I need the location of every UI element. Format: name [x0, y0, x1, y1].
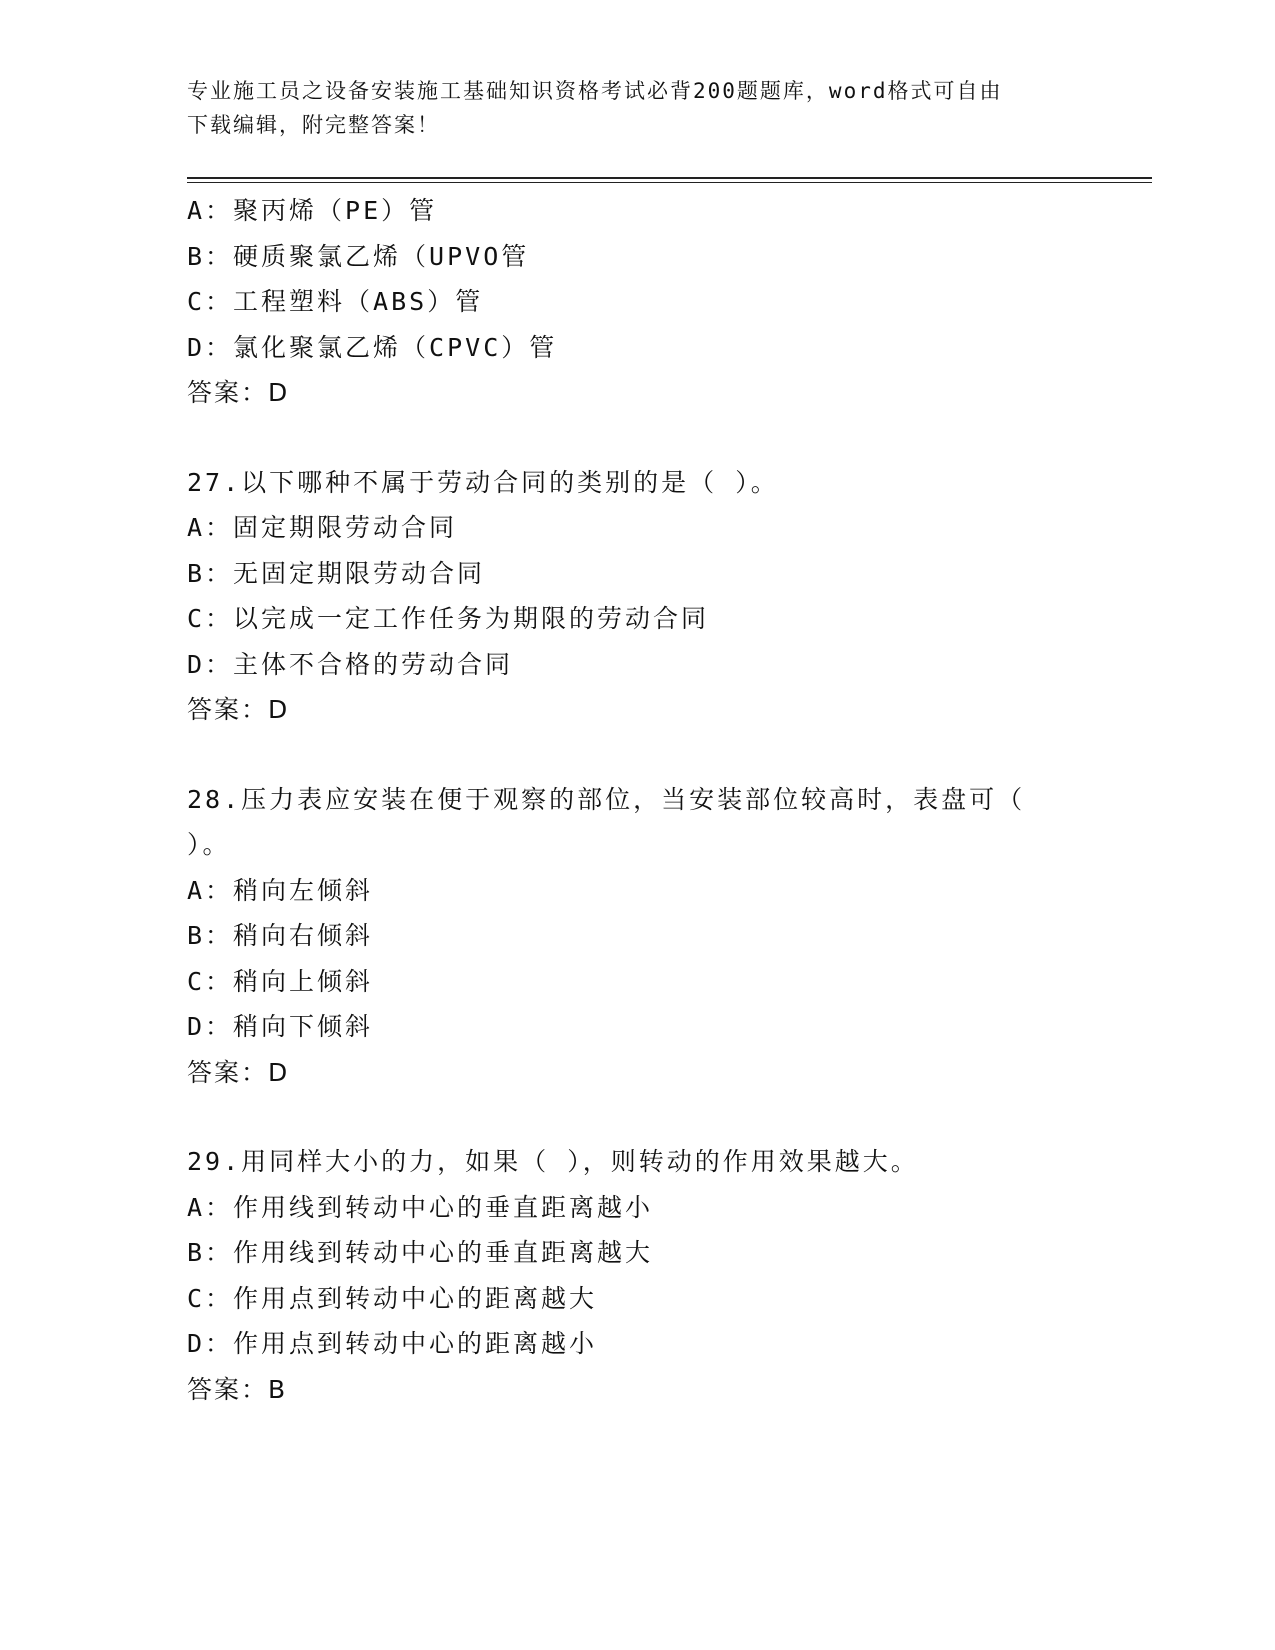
option-a: A：固定期限劳动合同 [187, 513, 458, 542]
option-d: D：主体不合格的劳动合同 [187, 649, 514, 679]
block-spacer [187, 733, 1147, 777]
option-a: A：聚丙烯（PE）管 [187, 196, 438, 225]
block-spacer [187, 1095, 1147, 1139]
header-divider-thick [187, 177, 1152, 179]
answer-line: 答案：B [187, 1374, 288, 1404]
option-b: B：作用线到转动中心的垂直距离越大 [187, 1238, 654, 1267]
option-a: A：作用线到转动中心的垂直距离越小 [187, 1192, 654, 1222]
option-c: C：以完成一定工作任务为期限的劳动合同 [187, 604, 710, 633]
answer-line: 答案：D [187, 1057, 290, 1087]
option-c: C：工程塑料（ABS）管 [187, 287, 484, 316]
question-block-26 [187, 188, 1147, 416]
option-d: D：氯化聚氯乙烯（CPVC）管 [187, 332, 558, 362]
question-block-28 [187, 777, 1147, 1096]
question-text-continued: ）。 [187, 830, 231, 859]
header-line-2: 下载编辑，附完整答案！ [187, 113, 440, 137]
block-spacer [187, 416, 1147, 460]
option-b: B：硬质聚氯乙烯（UPVO管 [187, 241, 530, 271]
option-d: D：作用点到转动中心的距离越小 [187, 1329, 598, 1358]
document-header [187, 74, 1087, 142]
question-text: 27.以下哪种不属于劳动合同的类别的是（ ）。 [187, 467, 779, 497]
answer-line: 答案：D [187, 378, 290, 407]
question-block-29 [187, 1139, 1147, 1412]
question-list [187, 188, 1147, 1412]
option-c: C：稍向上倾斜 [187, 966, 374, 996]
header-divider-thin [187, 182, 1152, 183]
option-d: D：稍向下倾斜 [187, 1012, 374, 1041]
option-c: C：作用点到转动中心的距离越大 [187, 1283, 598, 1313]
option-a: A：稍向左倾斜 [187, 875, 374, 905]
header-line-1: 专业施工员之设备安装施工基础知识资格考试必背200题题库，word格式可自由 [187, 79, 1003, 103]
option-b: B：稍向右倾斜 [187, 921, 374, 950]
question-block-27 [187, 460, 1147, 733]
option-b: B：无固定期限劳动合同 [187, 558, 486, 588]
question-text: 29.用同样大小的力，如果（ ），则转动的作用效果越大。 [187, 1147, 919, 1176]
question-text: 28.压力表应安装在便于观察的部位，当安装部位较高时，表盘可（ [187, 784, 1026, 814]
answer-line: 答案：D [187, 695, 290, 724]
